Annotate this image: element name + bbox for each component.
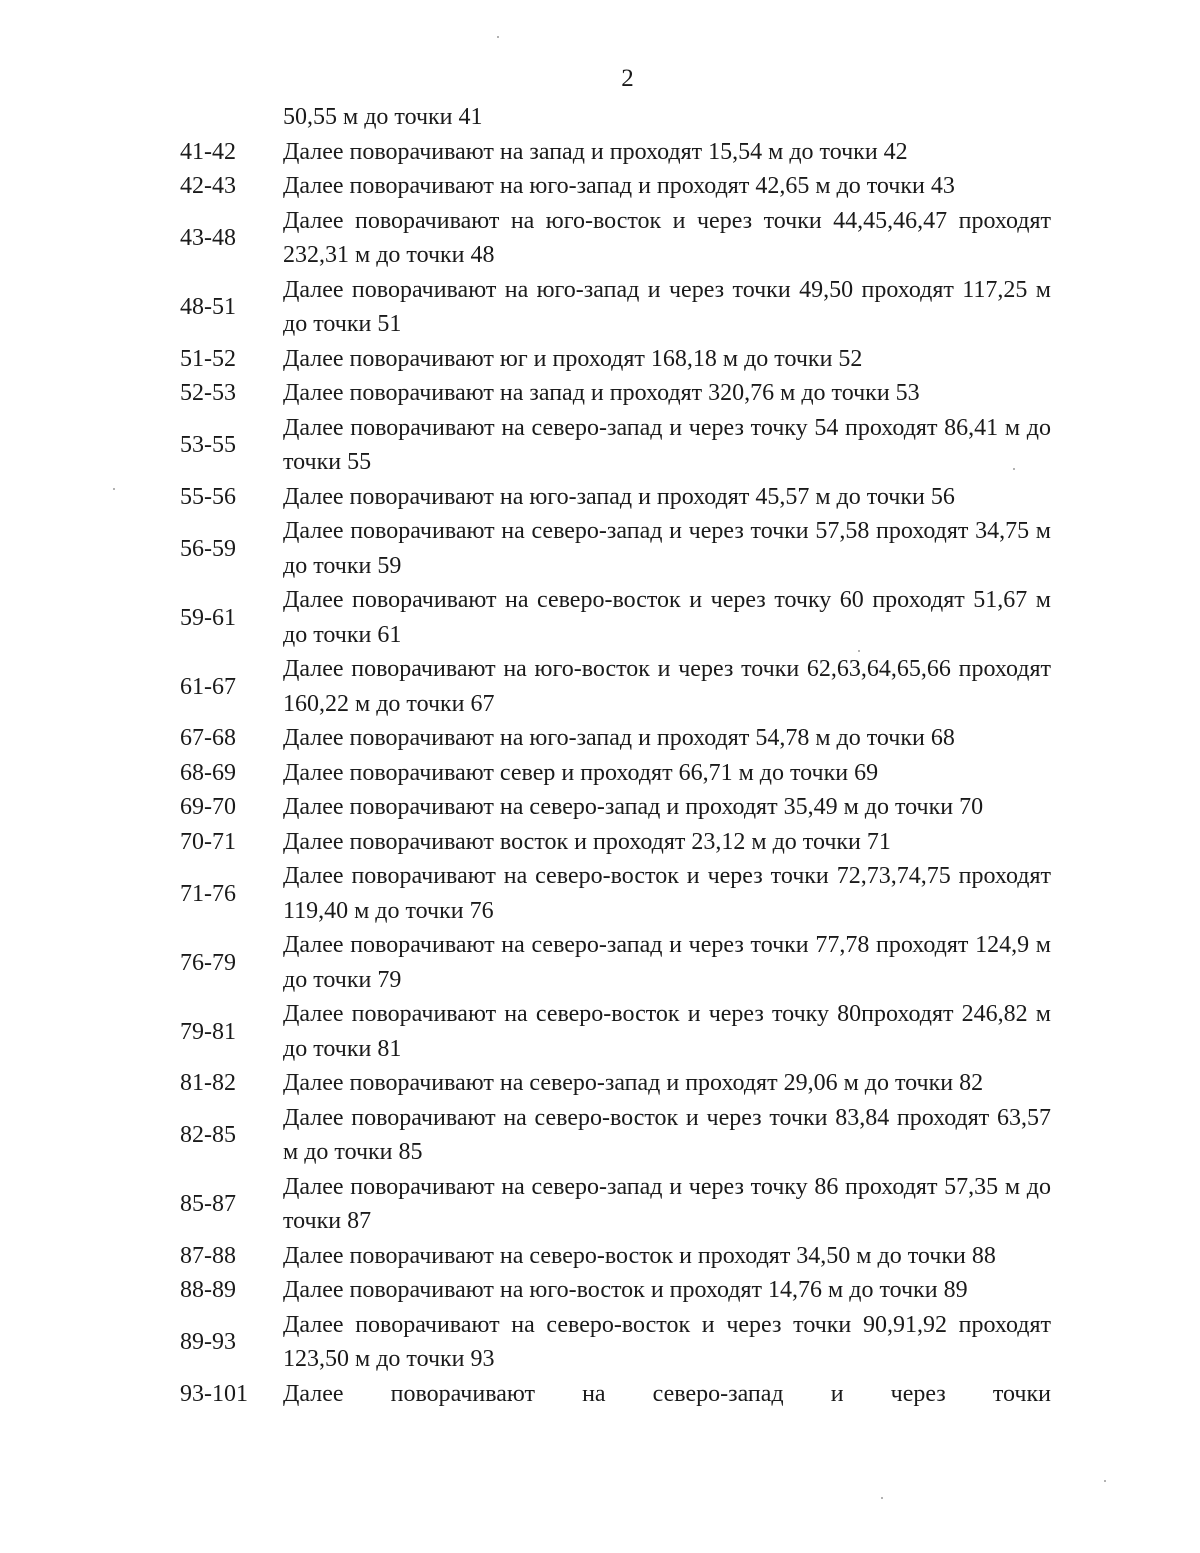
segment-row <box>0 1101 1200 1170</box>
segment-id: 69-70 <box>180 794 236 821</box>
segment-text: Далее поворачивают на северо-запад и через точку 54 проходят 86,41 м до точки 55 <box>283 414 1051 475</box>
segment-id: 79-81 <box>180 1018 236 1045</box>
segment-text: Далее поворачивают на северо-запад и через точки <box>283 1380 1051 1407</box>
segment-row <box>0 376 1200 411</box>
segment-id: 43-48 <box>180 225 236 251</box>
scan-speck <box>881 1497 883 1499</box>
segment-id: 68-69 <box>180 759 236 786</box>
segment-id: 82-85 <box>180 1122 236 1148</box>
segment-id: 61-67 <box>180 673 236 700</box>
segment-text: Далее поворачивают на юго-запад и через точки 49,50 проходят 117,25 м до точки 51 <box>283 276 1051 337</box>
segment-id: 55-56 <box>180 483 236 510</box>
segment-text: Далее поворачивают на юго-запад и проходят 42,65 м до точки 43 <box>283 173 955 199</box>
segment-row <box>0 1308 1200 1377</box>
segment-id: 87-88 <box>180 1242 236 1269</box>
segment-text: Далее поворачивают север и проходят 66,71 м до точки 69 <box>283 759 879 786</box>
segment-text: Далее поворачивают на северо-восток и через точку 60 проходят 51,67 м до точки 61 <box>283 587 1051 648</box>
segment-text: Далее поворачивают на юго-восток и через точки 62,63,64,65,66 проходят 160,22 м до точки 67 <box>283 656 1051 717</box>
segment-text: Далее поворачивают на юго-восток и проходят 14,76 м до точки 89 <box>283 1277 968 1303</box>
page-number: 2 <box>621 65 634 92</box>
segment-id: 52-53 <box>180 380 236 407</box>
segment-id: 81-82 <box>180 1070 236 1097</box>
segment-id: 48-51 <box>180 294 236 320</box>
segment-row <box>0 273 1200 342</box>
segment-id: 67-68 <box>180 725 236 752</box>
segment-row <box>0 721 1200 756</box>
segment-id: 53-55 <box>180 432 236 458</box>
segment-text: Далее поворачивают на северо-восток и через точки 90,91,92 проходят 123,50 м до точки 93 <box>283 1311 1051 1372</box>
segment-text: Далее поворачивают на юго-запад и проходят 54,78 м до точки 68 <box>283 725 955 751</box>
segment-text: Далее поворачивают на северо-восток и через точки 83,84 проходят 63,57 м до точки 85 <box>283 1104 1051 1165</box>
segment-row <box>0 997 1200 1066</box>
segment-id: 71-76 <box>180 880 236 907</box>
scan-speck <box>1104 1480 1106 1482</box>
segment-text: Далее поворачивают на запад и проходят 15,54 м до точки 42 <box>283 138 908 165</box>
segment-row <box>0 480 1200 515</box>
segment-row <box>0 342 1200 377</box>
segment-row <box>0 204 1200 273</box>
segment-id: 76-79 <box>180 949 236 976</box>
segment-id: 88-89 <box>180 1277 236 1304</box>
segment-row <box>0 825 1200 860</box>
segment-row <box>0 859 1200 928</box>
segment-row <box>0 583 1200 652</box>
segment-id: 93-101 <box>180 1380 248 1407</box>
segment-row <box>0 135 1200 170</box>
segment-text: Далее поворачивают на запад и проходят 320,76 м до точки 53 <box>283 380 920 406</box>
segment-text: Далее поворачивают на северо-запад и проходят 35,49 м до точки 70 <box>283 794 984 820</box>
segment-id: 59-61 <box>180 604 236 631</box>
segment-row <box>0 652 1200 721</box>
segment-text: 50,55 м до точки 41 <box>283 104 483 130</box>
boundary-description <box>0 100 1200 1411</box>
segment-id: 85-87 <box>180 1191 236 1217</box>
segment-text: Далее поворачивают на северо-запад и через точку 86 проходят 57,35 м до точки 87 <box>283 1173 1051 1234</box>
segment-row <box>0 1239 1200 1274</box>
segment-id: 70-71 <box>180 828 236 855</box>
scan-speck <box>113 488 115 490</box>
segment-text: Далее поворачивают на северо-запад и через точки 57,58 проходят 34,75 м до точки 59 <box>283 518 1051 579</box>
segment-row <box>0 1066 1200 1101</box>
segment-row <box>0 790 1200 825</box>
segment-row <box>0 1273 1200 1308</box>
scan-speck <box>1013 468 1015 470</box>
scan-speck <box>858 650 860 652</box>
segment-text: Далее поворачивают на юго-запад и проходят 45,57 м до точки 56 <box>283 483 955 510</box>
segment-id: 51-52 <box>180 345 236 372</box>
segment-text: Далее поворачивают на северо-восток и через точку 80проходят 246,82 м до точки 81 <box>283 1001 1051 1062</box>
segment-id: 56-59 <box>180 535 236 562</box>
segment-text: Далее поворачивают восток и проходят 23,12 м до точки 71 <box>283 828 891 855</box>
segment-row <box>0 1377 1200 1412</box>
segment-text: Далее поворачивают на северо-восток и проходят 34,50 м до точки 88 <box>283 1242 996 1269</box>
segment-row <box>0 100 1200 135</box>
segment-row <box>0 411 1200 480</box>
segment-text: Далее поворачивают на северо-восток и через точки 72,73,74,75 проходят 119,40 м до точки 76 <box>283 863 1051 924</box>
segment-text: Далее поворачивают на юго-восток и через точки 44,45,46,47 проходят 232,31 м до точки 48 <box>283 207 1051 268</box>
segment-row <box>0 1170 1200 1239</box>
segment-id: 42-43 <box>180 173 236 200</box>
segment-id: 41-42 <box>180 138 236 165</box>
scan-speck <box>497 36 499 38</box>
segment-text: Далее поворачивают юг и проходят 168,18 м до точки 52 <box>283 345 863 372</box>
segment-text: Далее поворачивают на северо-запад и через точки 77,78 проходят 124,9 м до точки 79 <box>283 932 1051 993</box>
segment-row <box>0 514 1200 583</box>
segment-text: Далее поворачивают на северо-запад и проходят 29,06 м до точки 82 <box>283 1070 984 1096</box>
segment-row <box>0 928 1200 997</box>
segment-row <box>0 169 1200 204</box>
segment-row <box>0 756 1200 791</box>
segment-id: 89-93 <box>180 1329 236 1355</box>
